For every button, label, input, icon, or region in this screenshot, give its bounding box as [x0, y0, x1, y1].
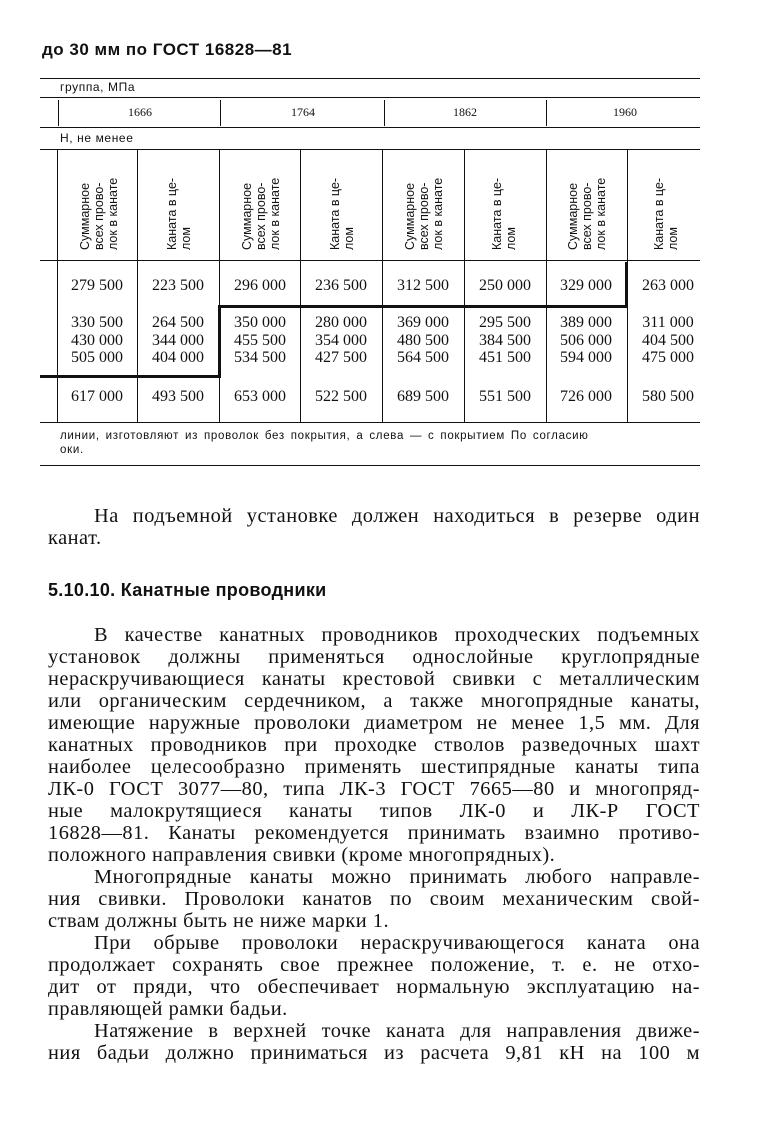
reserve-text: [48, 505, 700, 527]
table-cell: 250 000: [479, 277, 531, 294]
table-cell: 329 000: [560, 277, 612, 294]
table-cell: 350 000 455 500 534 500: [234, 314, 286, 366]
text-line: ния свивки. Проволоки канатов по своим механическим свой-: [48, 888, 700, 910]
section-heading: 5.10.10. Канатные проводники: [48, 580, 327, 600]
text-line: 16828—81. Канаты рекомендуется принимать взаимно противо-: [48, 822, 700, 844]
table-cell: 653 000: [234, 388, 286, 405]
text-line: положного направления свивки (кроме многопрядных).: [48, 844, 556, 866]
groups-bottom-rule: [40, 127, 700, 128]
text-line: Многопрядные канаты можно принимать любого направле-: [94, 866, 700, 888]
col-header: Каната в це- лом: [165, 177, 193, 250]
table-cell: 551 500: [479, 388, 531, 405]
text-line: установок должны применяться однослойные круглопрядные: [48, 646, 700, 668]
group-1764: 1764: [291, 105, 315, 119]
table-cell: 493 500: [152, 388, 204, 405]
text-line: При обрыве проволоки нераскручивающегося каната она: [94, 932, 700, 954]
col-header: Каната в це- лом: [328, 177, 356, 250]
table-cell: 223 500: [152, 277, 204, 294]
table-note-line: оки.: [60, 444, 84, 456]
text-line: наиболее целесообразно применять шестипрядные канаты типа: [48, 756, 700, 778]
table-cell: 369 000 480 500 564 500: [397, 314, 449, 366]
table-cell: 263 000: [642, 277, 694, 294]
text-line: имеющие наружные проволоки диаметром не менее 1,5 мм. Для: [48, 712, 700, 734]
table-bottom-rule: [40, 422, 700, 423]
text-line: дит от пряди, что обеспечивает нормальную эксплуатацию на-: [48, 976, 700, 998]
text-line: ствам должны быть не ниже марки 1.: [48, 910, 390, 932]
table-cell: 617 000: [71, 388, 123, 405]
text-line: Натяжение в верхней точке каната для направления движе-: [94, 1020, 700, 1042]
text-line: продолжает сохранять свое прежнее положение, т. е. не отхо-: [48, 954, 700, 976]
text-line: нераскручивающиеся канаты крестовой свивки с металлическим: [48, 668, 700, 690]
text-line: ния бадьи должно приниматься из расчета 9,81 кН на 100 м: [48, 1042, 700, 1064]
text-line: ные малокрутящиеся канаты типов ЛК-0 и ЛК-Р ГОСТ: [48, 800, 700, 822]
table-cell: 330 500 430 000 505 000: [71, 314, 123, 366]
text-line: На подъемной установке должен находиться в резерве один: [94, 505, 700, 527]
table-cell: 689 500: [397, 388, 449, 405]
text-line: ЛК-0 ГОСТ 3077—80, типа ЛК-3 ГОСТ 7665—80 и многопряд-: [48, 778, 700, 800]
header-bottom-rule: [40, 260, 700, 261]
col-header: Суммарное всех прово- лок в канате: [566, 177, 608, 250]
table-note-line: линии, изготовляют из проволок без покрытия, а слева — с покрытием По согласию: [60, 430, 589, 442]
bold-boundary: [219, 305, 628, 308]
table-cell: 236 500: [315, 277, 367, 294]
table-cell: 295 500 384 500 451 500: [479, 314, 531, 366]
running-header: до 30 мм по ГОСТ 16828—81: [42, 40, 293, 59]
table-cell: 279 500: [71, 277, 123, 294]
text-line: В качестве канатных проводников проходческих подъемных: [94, 624, 700, 646]
table-cell: 280 000 354 000 427 500: [315, 314, 367, 366]
bold-boundary: [625, 262, 628, 308]
group-label: группа, МПа: [60, 80, 136, 94]
group-divider: [546, 100, 547, 126]
table-cell: 312 500: [397, 277, 449, 294]
bold-boundary: [40, 375, 221, 378]
text-line: канатных проводников при проходке стволов разведочных шахт: [48, 734, 700, 756]
group-1862: 1862: [453, 105, 477, 119]
table-cell: 264 500 344 000 404 000: [152, 314, 204, 366]
note-bottom-rule: [40, 465, 700, 466]
text-line: правляющей рамки бадьи.: [48, 998, 288, 1020]
col-header: Суммарное всех прово- лок в канате: [240, 177, 282, 250]
group-1960: 1960: [613, 105, 637, 119]
table-top-rule: [40, 78, 700, 79]
group-divider: [384, 100, 385, 126]
col-header: Каната в це- лом: [652, 177, 680, 250]
group-rule: [40, 97, 700, 98]
col-header: Суммарное всех прово- лок в канате: [403, 177, 445, 250]
group-left-bar: [58, 100, 59, 126]
text-line: или органическим сердечником, а также многопрядные канаты,: [48, 690, 700, 712]
reserve-text-tail: канат.: [48, 527, 102, 549]
force-rule: [40, 149, 700, 150]
table-cell: 296 000: [234, 277, 286, 294]
table-cell: 311 000 404 500 475 000: [642, 314, 694, 366]
force-label: Н, не менее: [60, 131, 134, 145]
table-cell: 726 000: [560, 388, 612, 405]
col-header: Каната в це- лом: [490, 177, 518, 250]
group-divider: [220, 100, 221, 126]
table-cell: 522 500: [315, 388, 367, 405]
group-1666: 1666: [128, 105, 152, 119]
table-cell: 389 000 506 000 594 000: [560, 314, 612, 366]
col-header: Суммарное всех прово- лок в канате: [78, 177, 120, 250]
table-cell: 580 500: [642, 388, 694, 405]
